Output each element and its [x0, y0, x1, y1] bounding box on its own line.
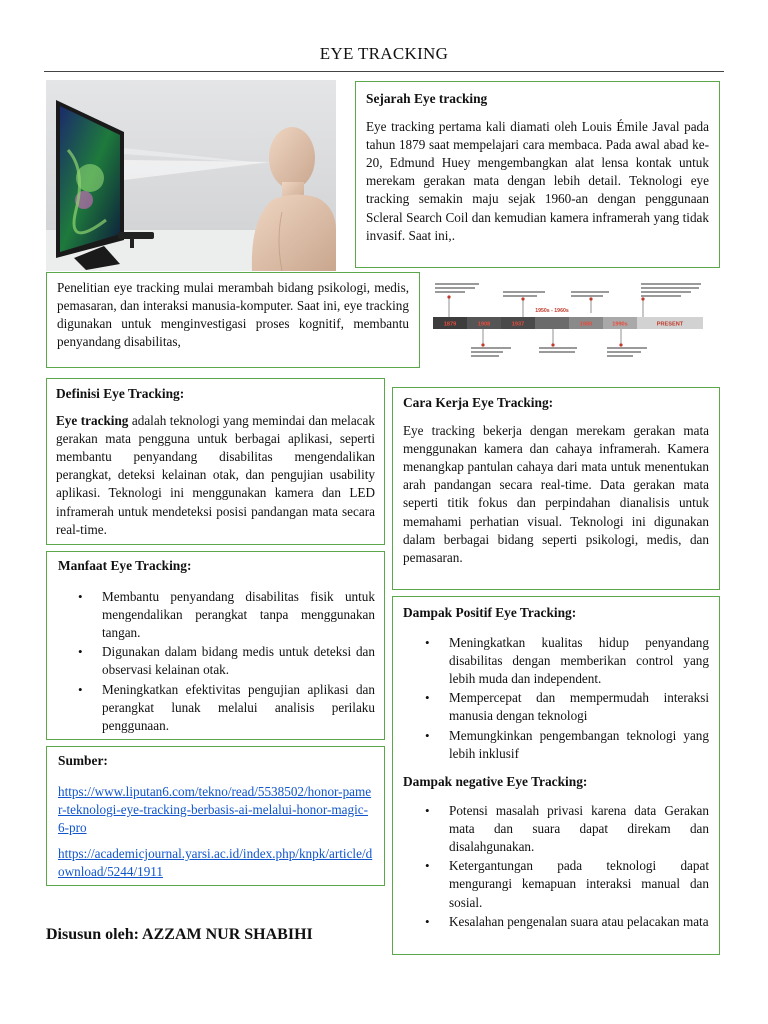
- author-name: AZZAM NUR SHABIHI: [142, 926, 313, 943]
- timeline-label: 1879: [443, 321, 457, 328]
- research-body: Penelitian eye tracking mulai merambah bidang psikologi, medis, pemasaran, dan interaksi manusia-komputer. Saat ini, eye tracking digunakan untuk menginvestigasi proses kognitif, membantu penyandang disabilitas,: [57, 280, 409, 349]
- definition-body: [56, 412, 375, 540]
- eye-tracking-illustration: [46, 80, 336, 271]
- source-link[interactable]: https://www.liputan6.com/tekno/read/5538502/honor-pamer-teknologi-eye-tracking-berbasis-ai-melalui-honor-magic-6-pro: [58, 783, 372, 835]
- definition-text: adalah teknologi yang memindai dan melacak gerakan mata pengguna untuk berbagai aplikasi, seperti membantu penyandang disabilitas mengendalikan perangkat, deteksi kelainan otak, dan pengujian usability aplikasi. Teknologi ini menggunakan kamera dan LED inframerah untuk mendeteksi posisi pandangan mata secara real-time.: [56, 412, 375, 537]
- how-it-works-body: Eye tracking bekerja dengan merekam gerakan mata menggunakan kamera dan cahaya inframerah. Kamera menangkap pantulan cahaya dari mata untuk menentukan arah pandangan secara real-time. Data gerakan mata seperti titik fokus dan perpindahan dianalisis untuk memahami perhatian visual. Teknologi ini digunakan dalam berbagai bidang seperti psikologi, medis, dan pemasaran.: [403, 422, 709, 566]
- timeline-label: 1990s: [612, 321, 628, 328]
- benefit-item: • Digunakan dalam bidang medis untuk deteksi dan observasi kelainan otak.: [56, 643, 375, 679]
- timeline-label: 1937: [511, 321, 525, 328]
- negative-impact-item: • Ketergantungan pada teknologi dapat mengurangi kemapuan interaksi manual dan sosial.: [403, 857, 709, 912]
- timeline-label: PRESENT: [656, 321, 684, 328]
- history-timeline: [431, 277, 711, 363]
- timeline-label: 1908: [477, 321, 491, 328]
- timeline-label: 1950s - 1960s: [535, 308, 569, 314]
- definition-section: [46, 378, 385, 545]
- negative-impact-item: • Potensi masalah privasi karena data Gerakan mata dan suara dapat direkam dan disalahgunakan.: [403, 802, 709, 857]
- benefit-item: • Meningkatkan efektivitas pengujian aplikasi dan perangkat lunak melalui analisis perilaku penggunaan.: [56, 681, 375, 736]
- negative-impact-heading: Dampak negative Eye Tracking:: [403, 774, 588, 790]
- benefits-heading: Manfaat Eye Tracking:: [58, 558, 192, 573]
- author-credit: [46, 924, 313, 946]
- benefit-item: • Membantu penyandang disabilitas fisik untuk mengendalikan perangkat tanpa menggunakan tangan.: [56, 588, 375, 643]
- benefits-section: [46, 551, 385, 740]
- timeline-segment: [535, 317, 569, 329]
- how-it-works-section: [392, 387, 720, 590]
- negative-impact-item: • Kesalahan pengenalan suara atau pelacakan mata: [403, 913, 709, 931]
- definition-lead: Eye tracking: [56, 412, 129, 428]
- timeline-label: 1980: [579, 321, 593, 328]
- benefits-list: [56, 588, 375, 736]
- history-body: Eye tracking pertama kali diamati oleh Louis Émile Javal pada tahun 1879 saat mempelajari cara membaca. Pada awal abad ke-20, Edmund Huey mengembangkan alat lensa kontak untuk merekam gerakan mata dengan lebih detail. Teknologi eye tracking semakin maju sejak 1960-an dengan penggunaan Scleral Search Coil dan kemudian kamera inframerah yang tidak invasif. Saat ini,.: [366, 118, 709, 243]
- title-divider: [44, 71, 724, 72]
- positive-impact-item: • Mempercepat dan mempermudah interaksi manusia dengan teknologi: [403, 689, 709, 725]
- positive-impact-list: [403, 634, 709, 764]
- positive-impact-item: • Memungkinkan pengembangan teknologi yang lebih inklusif: [403, 727, 709, 763]
- sources-heading: Sumber:: [58, 753, 108, 768]
- negative-impact-list: [403, 802, 709, 932]
- positive-impact-heading: Dampak Positif Eye Tracking:: [403, 605, 577, 620]
- history-section: [355, 81, 720, 268]
- sources-section: [46, 746, 385, 886]
- definition-heading: Definisi Eye Tracking:: [56, 386, 185, 401]
- research-section: [46, 272, 420, 368]
- how-it-works-heading: Cara Kerja Eye Tracking:: [403, 395, 554, 410]
- history-heading: Sejarah Eye tracking: [366, 91, 488, 106]
- page-title: EYE TRACKING: [319, 44, 449, 63]
- positive-impact-item: • Meningkatkan kualitas hidup penyandang disabilitas dengan memberikan control yang lebih muda dan independent.: [403, 634, 709, 689]
- author-prefix: Disusun oleh:: [46, 926, 143, 943]
- impact-section: [392, 596, 720, 955]
- source-link[interactable]: https://academicjournal.yarsi.ac.id/index.php/knpk/article/download/5244/1911: [58, 846, 373, 880]
